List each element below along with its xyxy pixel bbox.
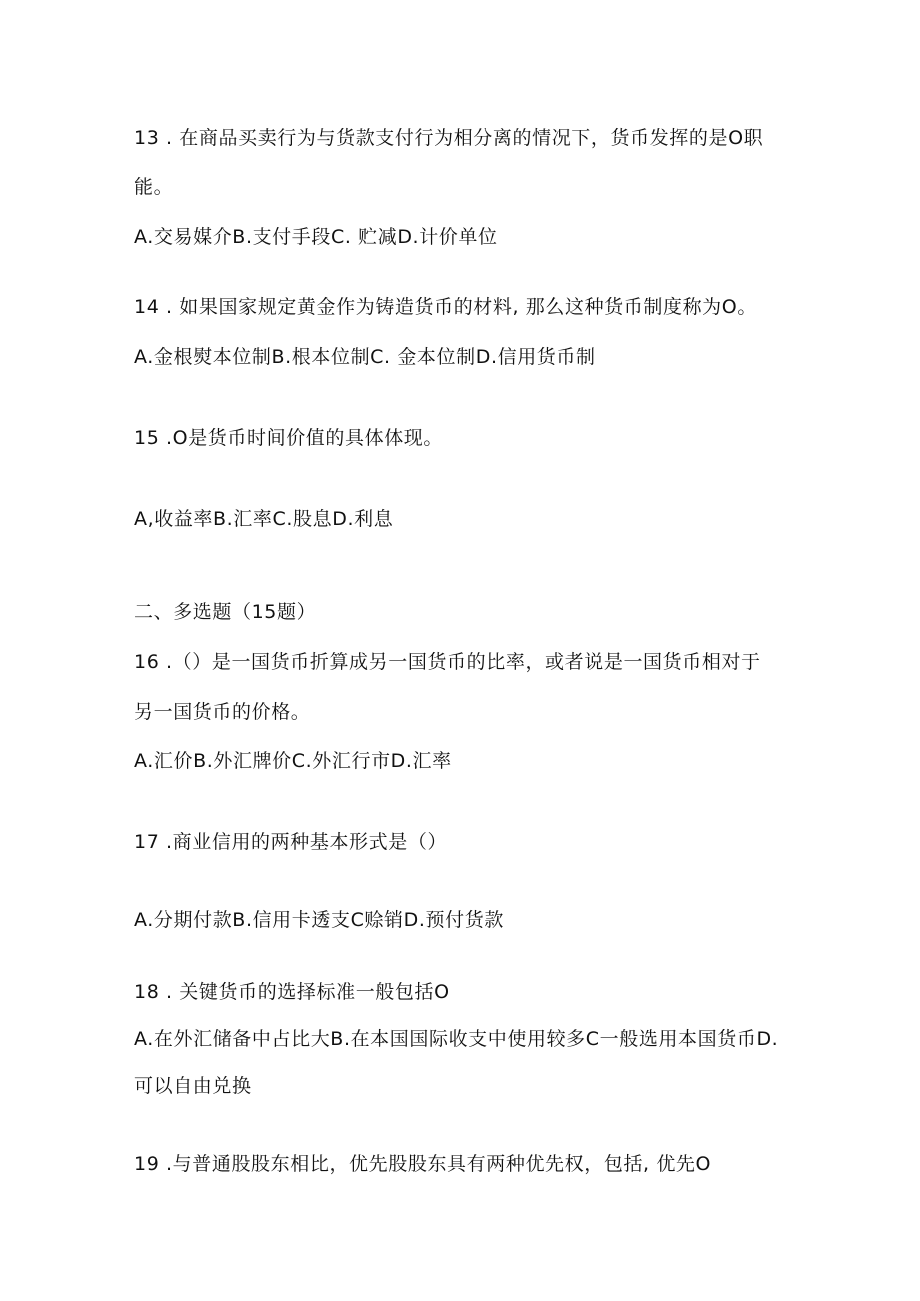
q18-options-line1: A.在外汇储备中占比大B.在本国国际收支中使用较多C一般选用本国货币D. bbox=[134, 1028, 779, 1050]
q13-stem-line2: 能。 bbox=[134, 176, 174, 198]
q16-stem-line1: 16 .（）是一国货币折算成另一国货币的比率，或者说是一国货币相对于 bbox=[134, 651, 761, 673]
q13-options: A.交易媒介B.支付手段C. 贮减D.计价单位 bbox=[134, 226, 498, 248]
q14-options: A.金根熨本位制B.根本位制C. 金本位制D.信用货币制 bbox=[134, 346, 596, 368]
q19-stem: 19 .与普通股股东相比，优先股股东具有两种优先权，包括, 优先O bbox=[134, 1153, 712, 1175]
q13-stem-line1: 13 . 在商品买卖行为与货款支付行为相分离的情况下，货币发挥的是O职 bbox=[134, 127, 764, 149]
q18-options-line2: 可以自由兑换 bbox=[134, 1075, 252, 1097]
q16-options: A.汇价B.外汇牌价C.外汇行市D.汇率 bbox=[134, 750, 452, 772]
q15-options: A,收益率B.汇率C.股息D.利息 bbox=[134, 508, 394, 530]
q17-stem: 17 .商业信用的两种基本形式是（） bbox=[134, 831, 448, 853]
q18-stem: 18 . 关键货币的选择标准一般包括O bbox=[134, 981, 450, 1003]
q17-options: A.分期付款B.信用卡透支C赊销D.预付货款 bbox=[134, 909, 504, 931]
q14-stem: 14 . 如果国家规定黄金作为铸造货币的材料, 那么这种货币制度称为O。 bbox=[134, 296, 757, 318]
q15-stem: 15 .O是货币时间价值的具体体现。 bbox=[134, 427, 444, 449]
section-heading: 二、多选题（15题） bbox=[134, 601, 317, 623]
q16-stem-line2: 另一国货币的价格。 bbox=[134, 701, 311, 723]
